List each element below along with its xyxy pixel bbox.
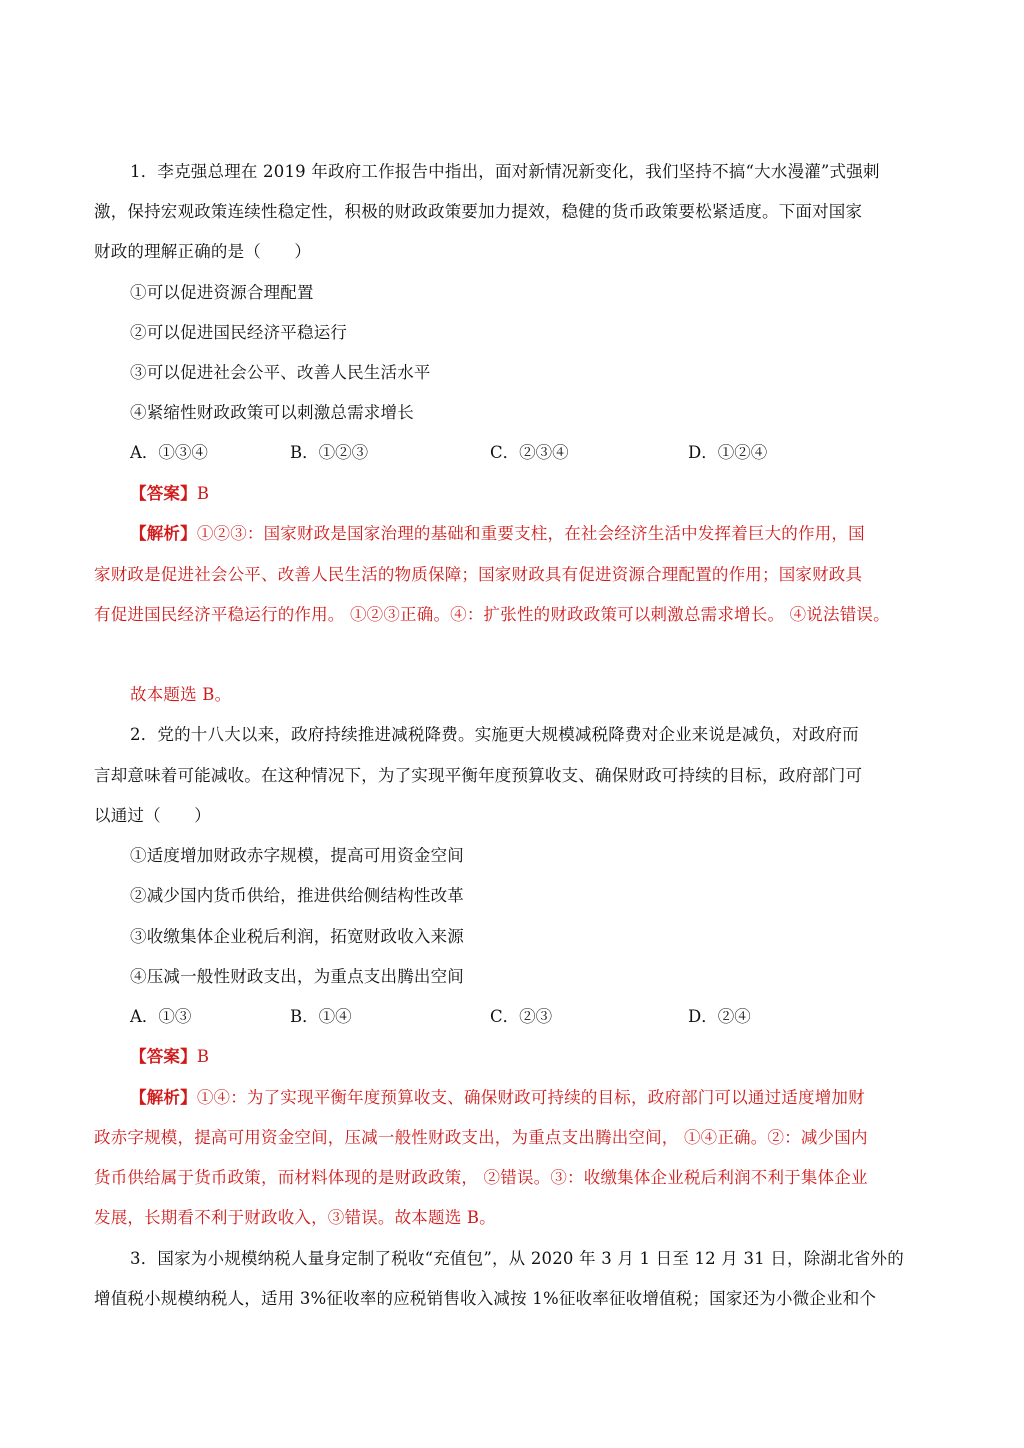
q2-analysis-text-1: ①④：为了实现平衡年度预算收支、确保财政可持续的目标，政府部门可以通过适度增加财 xyxy=(196,1088,865,1107)
q2-analysis-line-1 xyxy=(130,1087,970,1109)
q2-answer-value: B xyxy=(196,1047,210,1066)
q1-stem-line-1: 1．李克强总理在 2019 年政府工作报告中指出，面对新情况新变化，我们坚持不搞“大水漫灌”式强刺 xyxy=(130,162,880,181)
q1-analysis-text-1: ①②③：国家财政是国家治理的基础和重要支柱，在社会经济生活中发挥着巨大的作用，国 xyxy=(196,524,865,543)
q1-statement-1: ①可以促进资源合理配置 xyxy=(130,283,314,302)
q1-analysis-line-2: 家财政是促进社会公平、改善人民生活的物质保障；国家财政具有促进资源合理配置的作用；国家财政具 xyxy=(94,565,863,584)
q2-statement-4: ④压减一般性财政支出，为重点支出腾出空间 xyxy=(130,967,464,986)
q1-option-a: A．①③④ xyxy=(130,443,208,462)
q1-statement-3: ③可以促进社会公平、改善人民生活水平 xyxy=(130,363,431,382)
q1-stem-line-2: 激，保持宏观政策连续性稳定性，积极的财政政策要加力提效，稳健的货币政策要松紧适度。下面对国家 xyxy=(94,202,863,221)
q2-statement-1: ①适度增加财政赤字规模，提高可用资金空间 xyxy=(130,846,464,865)
q1-answer-value: B xyxy=(196,484,210,503)
q2-analysis-line-3: 货币供给属于货币政策，而材料体现的是财政政策， ②错误。③：收缴集体企业税后利润不利于集体企业 xyxy=(94,1168,868,1187)
q3-stem-line-2: 增值税小规模纳税人，适用 3%征收率的应税销售收入减按 1%征收率征收增值税；国家还为小微企业和个 xyxy=(94,1289,877,1308)
q2-options xyxy=(130,1006,930,1028)
q1-option-d: D．①②④ xyxy=(688,443,768,462)
q2-statement-2: ②减少国内货币供给，推进供给侧结构性改革 xyxy=(130,886,464,905)
q2-analysis-line-2: 政赤字规模，提高可用资金空间，压减一般性财政支出，为重点支出腾出空间， ①④正确。②：减少国内 xyxy=(94,1128,868,1147)
q1-statement-4: ④紧缩性财政政策可以刺激总需求增长 xyxy=(130,403,414,422)
q2-option-c: C．②③ xyxy=(490,1007,553,1026)
q2-option-b: B．①④ xyxy=(290,1007,352,1026)
q2-option-a: A．①③ xyxy=(130,1007,192,1026)
q2-stem-line-2: 言却意味着可能减收。在这种情况下，为了实现平衡年度预算收支、确保财政可持续的目标，政府部门可 xyxy=(94,766,863,785)
q1-analysis-line-3: 有促进国民经济平稳运行的作用。 ①②③正确。④：扩张性的财政政策可以刺激总需求增长。 ④说法错误。 xyxy=(94,605,890,624)
q2-statement-3: ③收缴集体企业税后利润，拓宽财政收入来源 xyxy=(130,927,464,946)
q1-stem-line-3: 财政的理解正确的是（ ） xyxy=(94,242,312,261)
q1-options xyxy=(130,442,930,464)
q2-option-d: D．②④ xyxy=(688,1007,751,1026)
q3-stem-line-1: 3．国家为小规模纳税人量身定制了税收“充值包”，从 2020 年 3 月 1 日至 12 月 31 日，除湖北省外的 xyxy=(130,1249,904,1268)
q1-answer-label: 【答案】 xyxy=(130,484,197,503)
q2-analysis-line-4: 发展，长期看不利于财政收入，③错误。故本题选 B。 xyxy=(94,1208,496,1227)
q1-option-b: B．①②③ xyxy=(290,443,369,462)
q1-analysis-line-4: 故本题选 B。 xyxy=(130,685,232,704)
q1-option-c: C．②③④ xyxy=(490,443,569,462)
q1-answer xyxy=(130,483,970,505)
q2-answer xyxy=(130,1046,970,1068)
q2-analysis-label: 【解析】 xyxy=(130,1088,197,1107)
q2-stem-line-3: 以通过（ ） xyxy=(94,806,211,825)
q2-stem-line-1: 2．党的十八大以来，政府持续推进减税降费。实施更大规模减税降费对企业来说是减负，对政府而 xyxy=(130,725,859,744)
q1-analysis-label: 【解析】 xyxy=(130,524,197,543)
q2-answer-label: 【答案】 xyxy=(130,1047,197,1066)
q1-analysis-line-1 xyxy=(130,523,970,545)
q1-statement-2: ②可以促进国民经济平稳运行 xyxy=(130,323,348,342)
